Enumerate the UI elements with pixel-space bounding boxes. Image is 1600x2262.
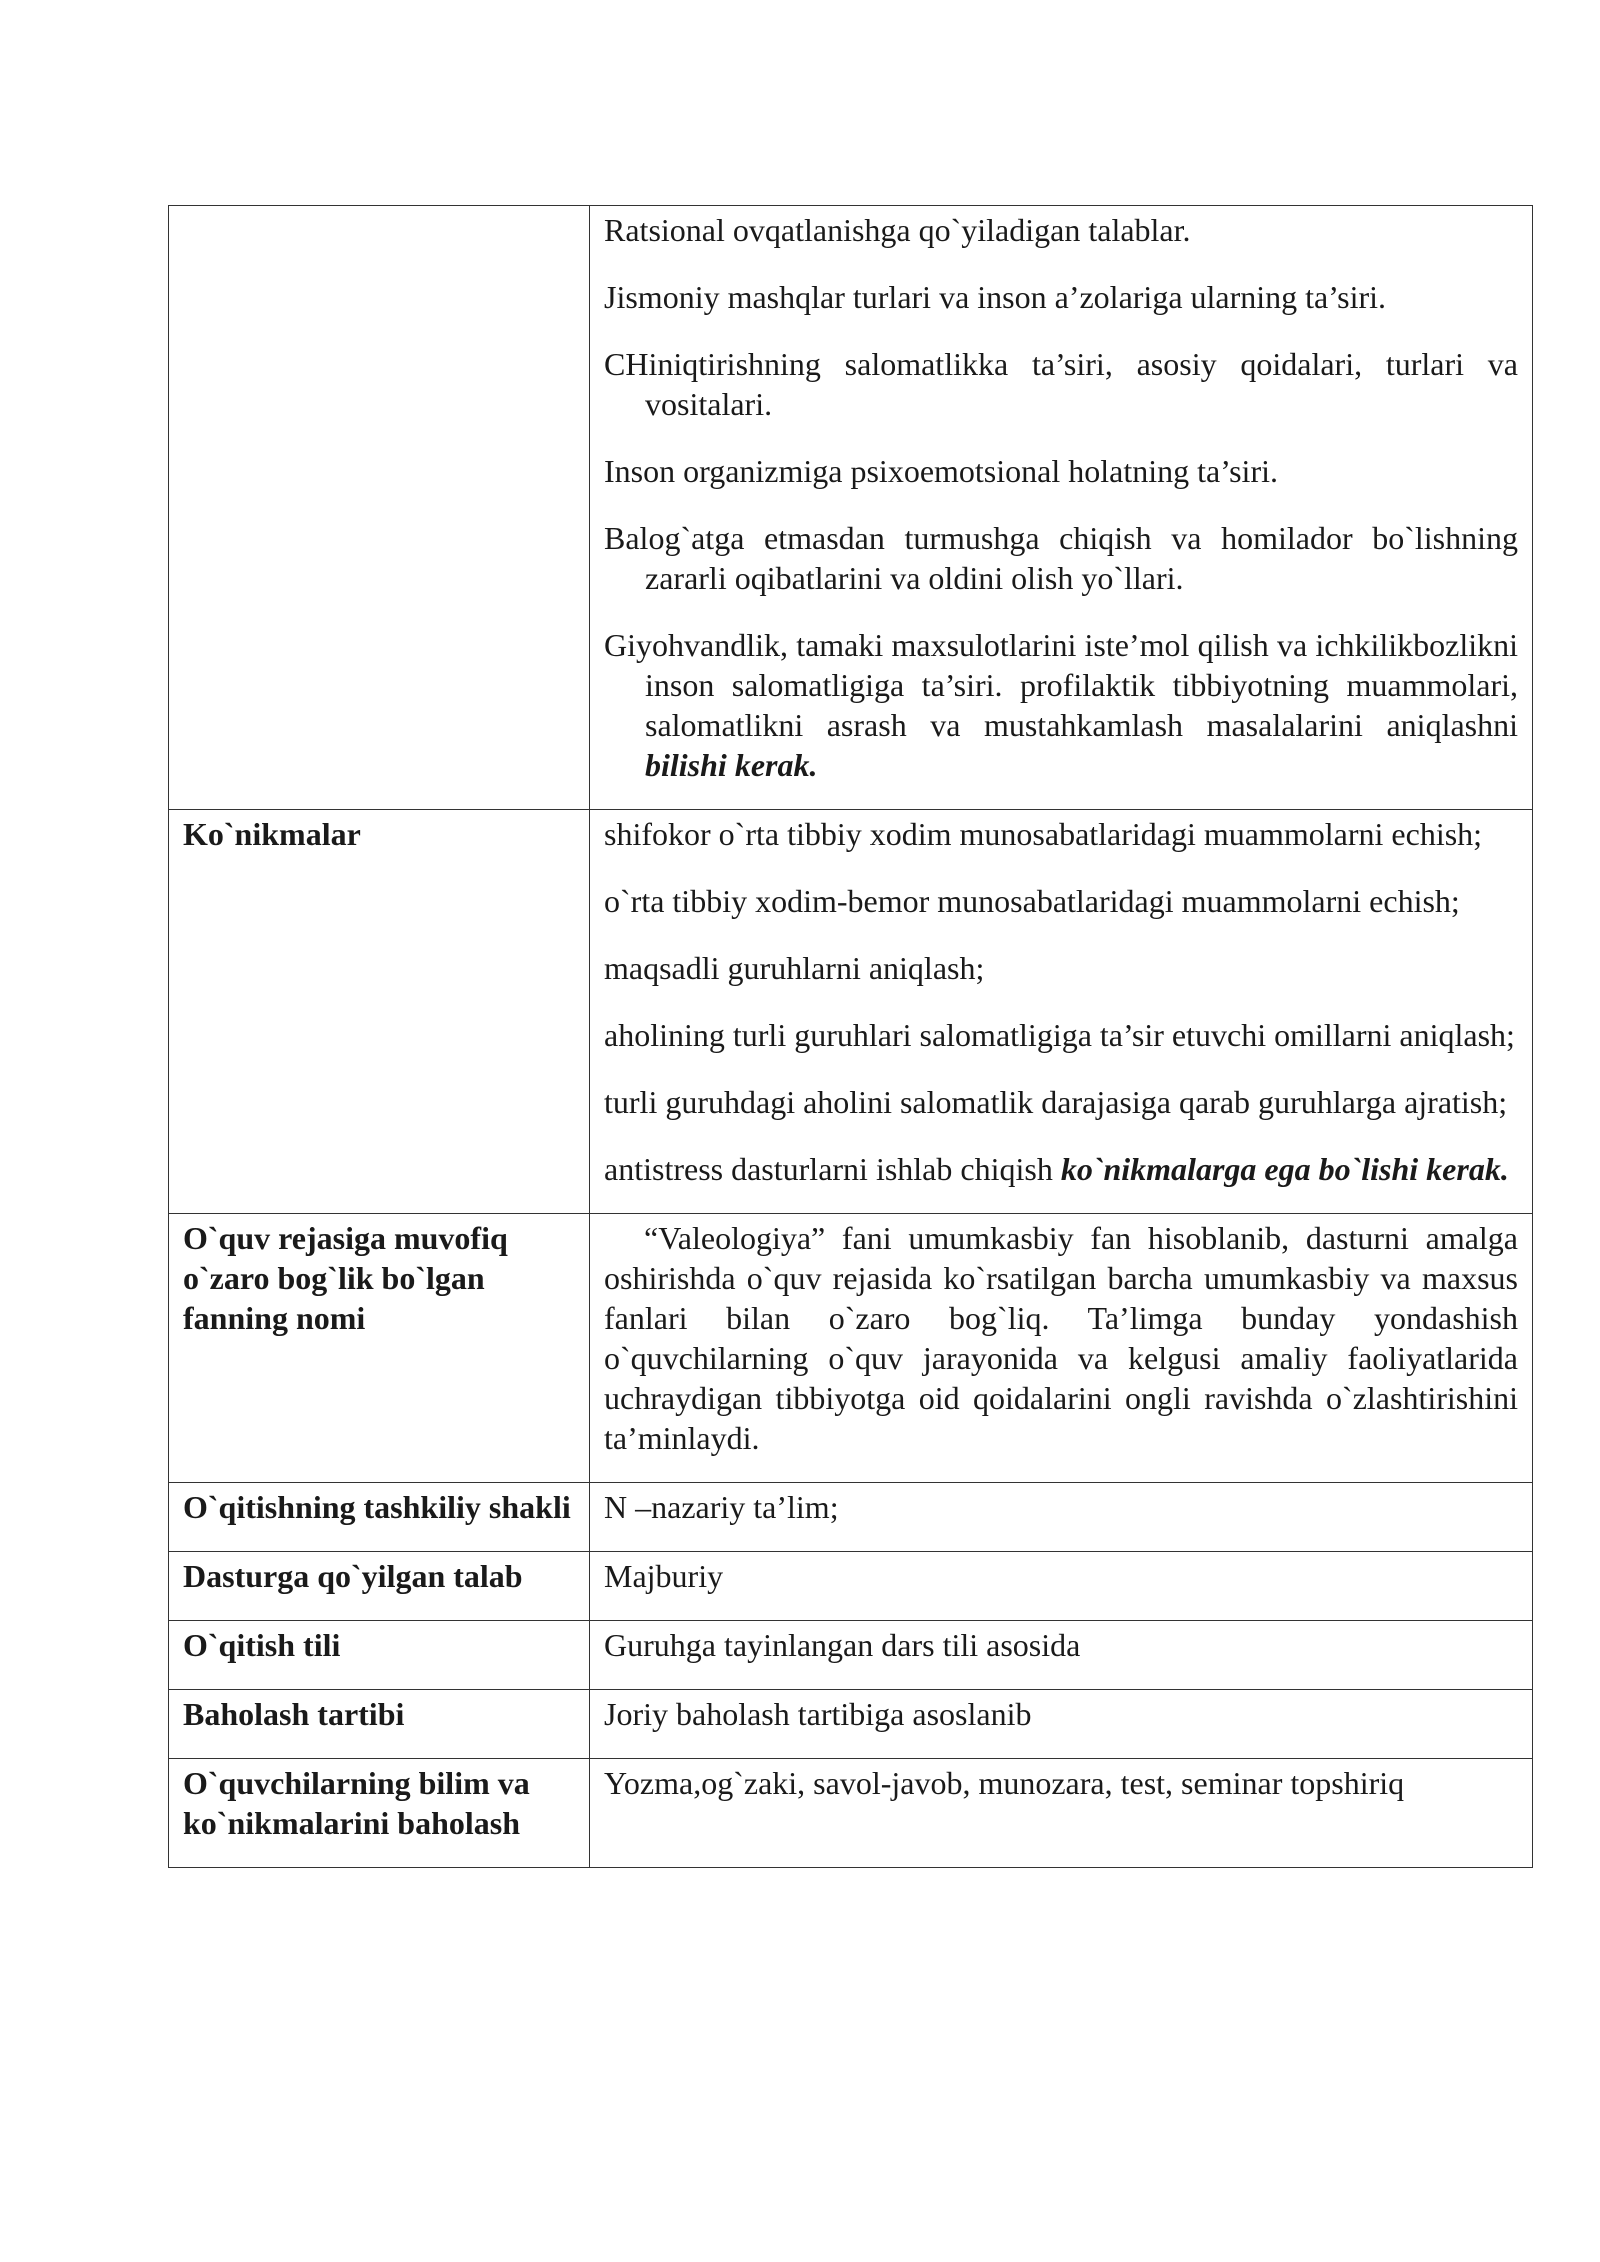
content-paragraph: Joriy baholash tartibiga asoslanib (604, 1696, 1032, 1732)
content-paragraph: CHiniqtirishning salomatlikka ta’siri, asosiy qoidalari, turlari va vositalari. (604, 346, 1518, 422)
content-paragraph: N –nazariy ta’lim; (604, 1489, 839, 1525)
content-paragraph: Balog`atga etmasdan turmushga chiqish va homilador bo`lishning zararli oqibatlarini va oldini olish yo`llari. (604, 520, 1518, 596)
row-label: O`qitish tili (169, 1621, 590, 1690)
table-row (169, 1690, 1533, 1759)
row-content (590, 1483, 1533, 1552)
content-paragraph: Jismoniy mashqlar turlari va inson a’zolariga ularning ta’siri. (604, 279, 1387, 315)
row-content (590, 1690, 1533, 1759)
row-label: O`qitishning tashkiliy shakli (169, 1483, 590, 1552)
row-label: Ko`nikmalar (169, 810, 590, 1214)
content-paragraph: Inson organizmiga psixoemotsional holatning ta’siri. (604, 453, 1278, 489)
content-paragraph: Yozma,og`zaki, savol-javob, munozara, test, seminar topshiriq (604, 1765, 1405, 1801)
content-paragraph: maqsadli guruhlarni aniqlash; (604, 950, 985, 986)
content-paragraph: o`rta tibbiy xodim-bemor munosabatlaridagi muammolarni echish; (604, 883, 1460, 919)
table-row (169, 1621, 1533, 1690)
curriculum-table (168, 205, 1533, 1868)
content-paragraph: Ratsional ovqatlanishga qo`yiladigan talablar. (604, 212, 1191, 248)
table-row (169, 1483, 1533, 1552)
row-content (590, 1759, 1533, 1868)
table-row (169, 810, 1533, 1214)
content-paragraph (604, 1149, 1518, 1189)
row-label: O`quvchilarning bilim va ko`nikmalarini baholash (169, 1759, 590, 1868)
content-paragraph: Majburiy (604, 1558, 724, 1594)
row-label: O`quv rejasiga muvofiq o`zaro bog`lik bo`lgan fanning nomi (169, 1214, 590, 1483)
row-label: Dasturga qo`yilgan talab (169, 1552, 590, 1621)
table-row (169, 206, 1533, 810)
content-paragraph: “Valeologiya” fani umumkasbiy fan hisoblanib, dasturni amalga oshirishda o`quv rejasida ko`rsatilgan barcha umumkasbiy va maxsus fanlari bilan o`zaro bog`liq. Ta’limga bunday yondashish o`quvchilarning o`quv jarayonida va kelgusi amaliy faoliyatlarida uchraydigan tibbiyotga oid qoidalarini ongli ravishda o`zlashtirishini ta’minlaydi. (604, 1220, 1518, 1456)
paragraph-text: antistress dasturlarni ishlab chiqish (604, 1151, 1061, 1187)
row-content (590, 1552, 1533, 1621)
row-label: Baholash tartibi (169, 1690, 590, 1759)
emphasis-text: bilishi kerak. (645, 747, 818, 783)
content-paragraph: Guruhga tayinlangan dars tili asosida (604, 1627, 1081, 1663)
emphasis-text: ko`nikmalarga ega bo`lishi kerak. (1060, 1151, 1509, 1187)
row-content (590, 1214, 1533, 1483)
row-label (169, 206, 590, 810)
paragraph-text: Giyohvandlik, tamaki maxsulotlarini iste’mol qilish va ichkilikbozlikni inson salomatligiga ta’siri. profilaktik tibbiyotning muammolari, salomatlikni asrash va mustahkamlash masalalarini aniqlashni (604, 627, 1518, 743)
row-content (590, 206, 1533, 810)
content-paragraph: aholining turli guruhlari salomatligiga ta’sir etuvchi omillarni aniqlash; (604, 1017, 1515, 1053)
table-row (169, 1552, 1533, 1621)
table-row (169, 1214, 1533, 1483)
row-content (590, 810, 1533, 1214)
content-paragraph: shifokor o`rta tibbiy xodim munosabatlaridagi muammolarni echish; (604, 816, 1483, 852)
content-paragraph (604, 625, 1518, 785)
content-paragraph: turli guruhdagi aholini salomatlik darajasiga qarab guruhlarga ajratish; (604, 1084, 1508, 1120)
table-row (169, 1759, 1533, 1868)
row-content (590, 1621, 1533, 1690)
